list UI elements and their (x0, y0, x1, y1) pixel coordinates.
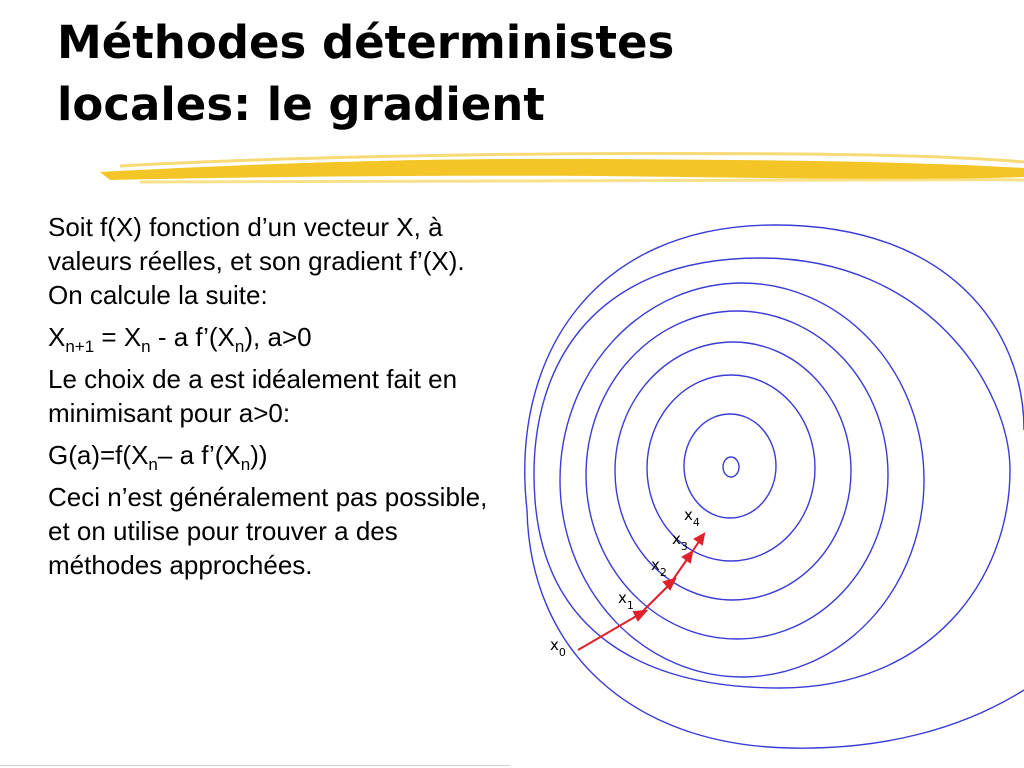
arrowhead (695, 534, 704, 544)
formula-term: X (48, 322, 66, 352)
iterate-label-x0: $x_0$ (550, 636, 566, 659)
contour-line (525, 225, 1024, 510)
footer-divider (0, 765, 510, 766)
slide-body (48, 210, 498, 590)
formula-g (48, 438, 498, 472)
iterate-label-x3: $x_3$ (672, 530, 688, 553)
gradient-contour-figure (520, 215, 1024, 768)
iterate-label-x1: $x_1$ (618, 589, 634, 612)
title-highlight-stroke (100, 150, 1024, 190)
contour-line (723, 457, 739, 477)
contour-line (586, 311, 888, 639)
formula-subscript: n+1 (65, 337, 95, 356)
formula-iteration (48, 320, 498, 354)
contour-line (527, 510, 1024, 748)
formula-term: ), a>0 (244, 322, 312, 352)
formula-term: )) (250, 440, 268, 470)
formula-subscript: n (148, 455, 158, 474)
formula-subscript: n (234, 337, 245, 356)
gradient-step (578, 614, 640, 650)
paragraph-definition: Soit f(X) fonction d’un vecteur X, à valeurs réelles, et son gradient f’(X). On calcule la suite: (48, 212, 465, 310)
formula-term: – a f’(X (157, 440, 241, 470)
paragraph-choice: Le choix de a est idéalement fait en minimisant pour a>0: (48, 364, 458, 428)
title-line-1: Méthodes déterministes (57, 16, 675, 69)
formula-term: = X (94, 322, 142, 352)
arrowhead (634, 611, 646, 620)
paragraph-approx: Ceci n’est généralement pas possible, et on utilise pour trouver a des méthodes approchées. (48, 482, 488, 580)
gradient-step (640, 584, 670, 614)
formula-subscript: n (240, 455, 251, 474)
title-line-2: locales: le gradient (57, 78, 545, 131)
contour-line (534, 258, 1010, 688)
iterate-label-x2: $x_2$ (651, 556, 667, 579)
gradient-step (670, 558, 688, 584)
contour-line (684, 414, 776, 518)
formula-term: - a f’(X (150, 322, 235, 352)
slide-title (57, 12, 957, 136)
highlight-stroke-main (100, 159, 1024, 180)
highlight-stroke-bottom (140, 180, 1024, 182)
formula-term: G(a)=f(X (48, 440, 149, 470)
iterate-label-x4: $x_4$ (684, 506, 700, 529)
formula-subscript: n (141, 337, 151, 356)
